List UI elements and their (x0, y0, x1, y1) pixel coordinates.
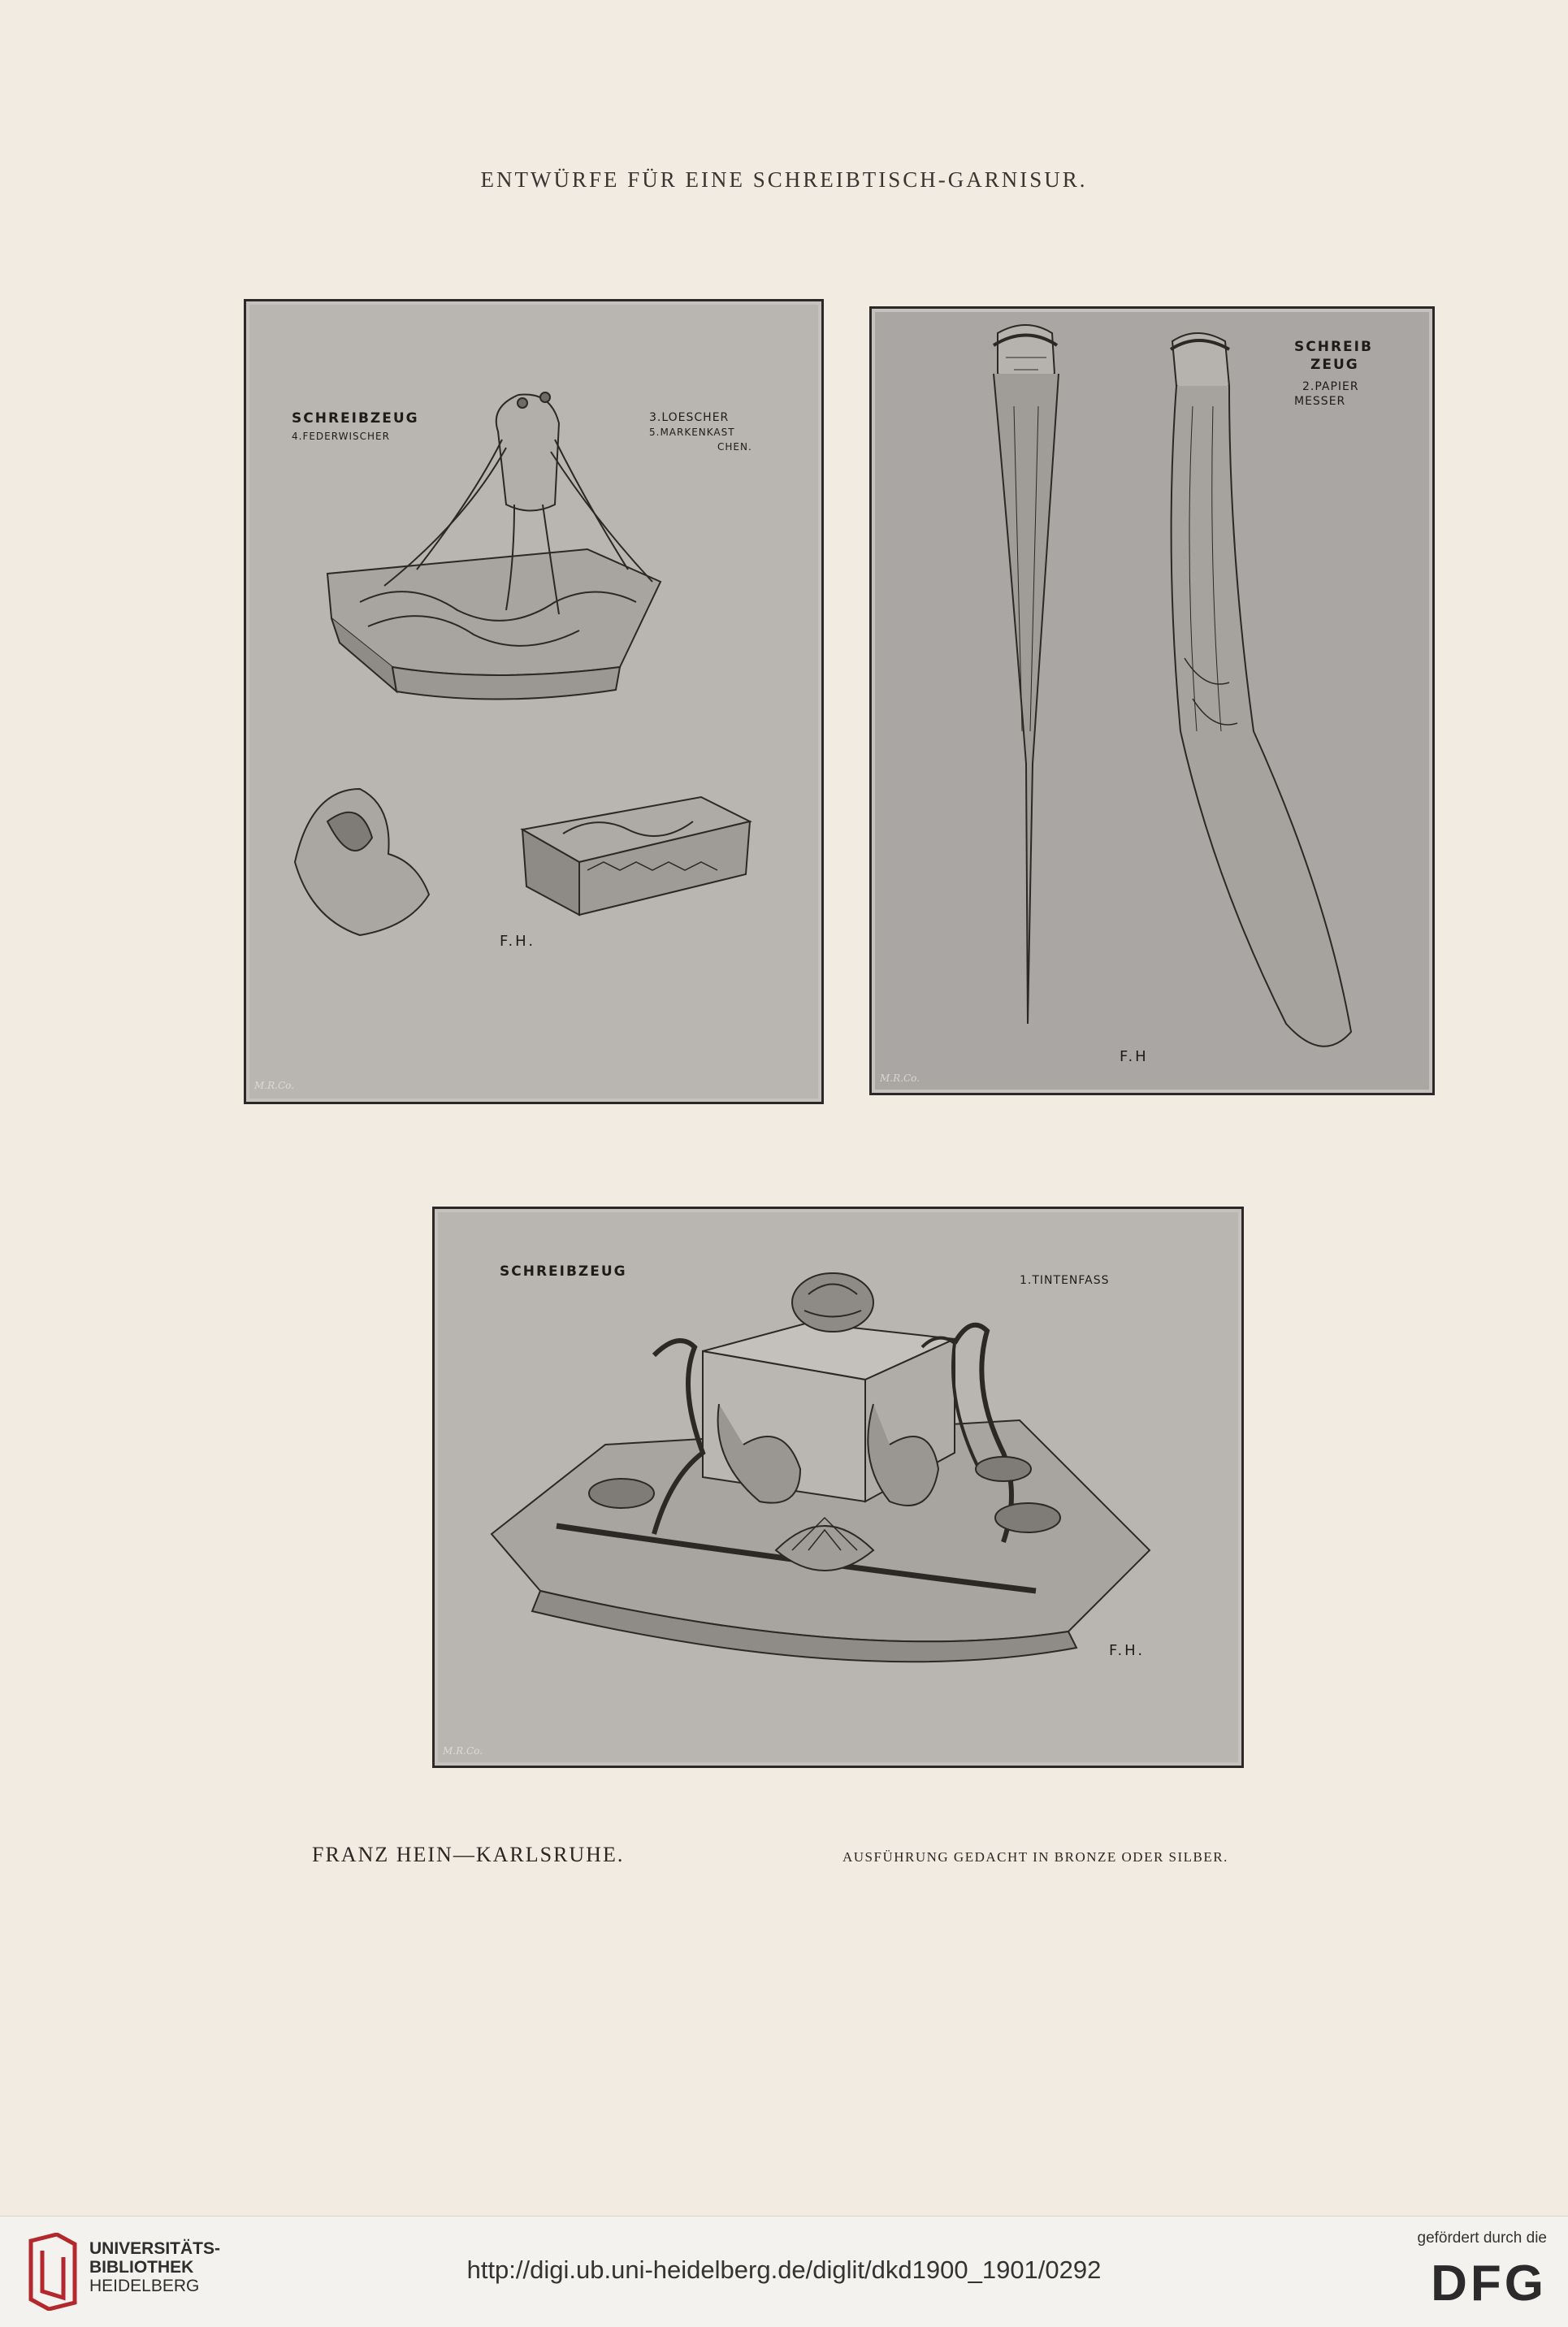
plate-letter-openers (869, 306, 1435, 1095)
artist-caption: FRANZ HEIN—KARLSRUHE. (312, 1843, 625, 1866)
dfg-logo[interactable]: DFG (1431, 2256, 1547, 2312)
label-loescher: 3.LOESCHER (649, 411, 730, 424)
letter-openers-drawing (872, 309, 1432, 1093)
label-papier: 2.PAPIER (1302, 380, 1359, 393)
label-messer: MESSER (1294, 395, 1346, 408)
label-chen: CHEN. (717, 441, 752, 453)
library-line-2: BIBLIOTHEK (89, 2258, 194, 2277)
artist-initials: F.H (1120, 1048, 1149, 1065)
label-federwischer: 4.FEDERWISCHER (292, 431, 390, 442)
plate-inkwell (432, 1207, 1244, 1768)
label-schreib: SCHREIB (1294, 339, 1373, 355)
library-line-3: HEIDELBERG (89, 2277, 200, 2295)
label-zeug: ZEUG (1310, 357, 1359, 373)
label-tintenfass: 1.TINTENFASS (1020, 1274, 1110, 1287)
label-schreibzeug: SCHREIBZEUG (500, 1263, 627, 1280)
execution-caption: AUSFÜHRUNG GEDACHT IN BRONZE ODER SILBER. (842, 1849, 1228, 1865)
printer-mark: M.R.Co. (443, 1745, 483, 1757)
artist-initials: F.H. (500, 933, 536, 950)
permalink-url[interactable]: http://digi.ub.uni-heidelberg.de/diglit/dkd1900_1901/0292 (466, 2256, 1102, 2284)
label-schreibzeug: SCHREIBZEUG (292, 410, 419, 427)
plate-blotter-set (244, 299, 824, 1104)
funding-note: gefördert durch die (1417, 2230, 1547, 2247)
inkwell-drawing (435, 1209, 1241, 1766)
artist-initials: F.H. (1109, 1642, 1146, 1659)
page-title: ENTWÜRFE FÜR EINE SCHREIBTISCH-GARNISUR. (480, 167, 1088, 192)
printer-mark: M.R.Co. (880, 1072, 920, 1084)
printer-mark: M.R.Co. (254, 1080, 294, 1091)
label-markenkast: 5.MARKENKAST (649, 427, 735, 438)
library-line-1: UNIVERSITÄTS- (89, 2239, 221, 2258)
